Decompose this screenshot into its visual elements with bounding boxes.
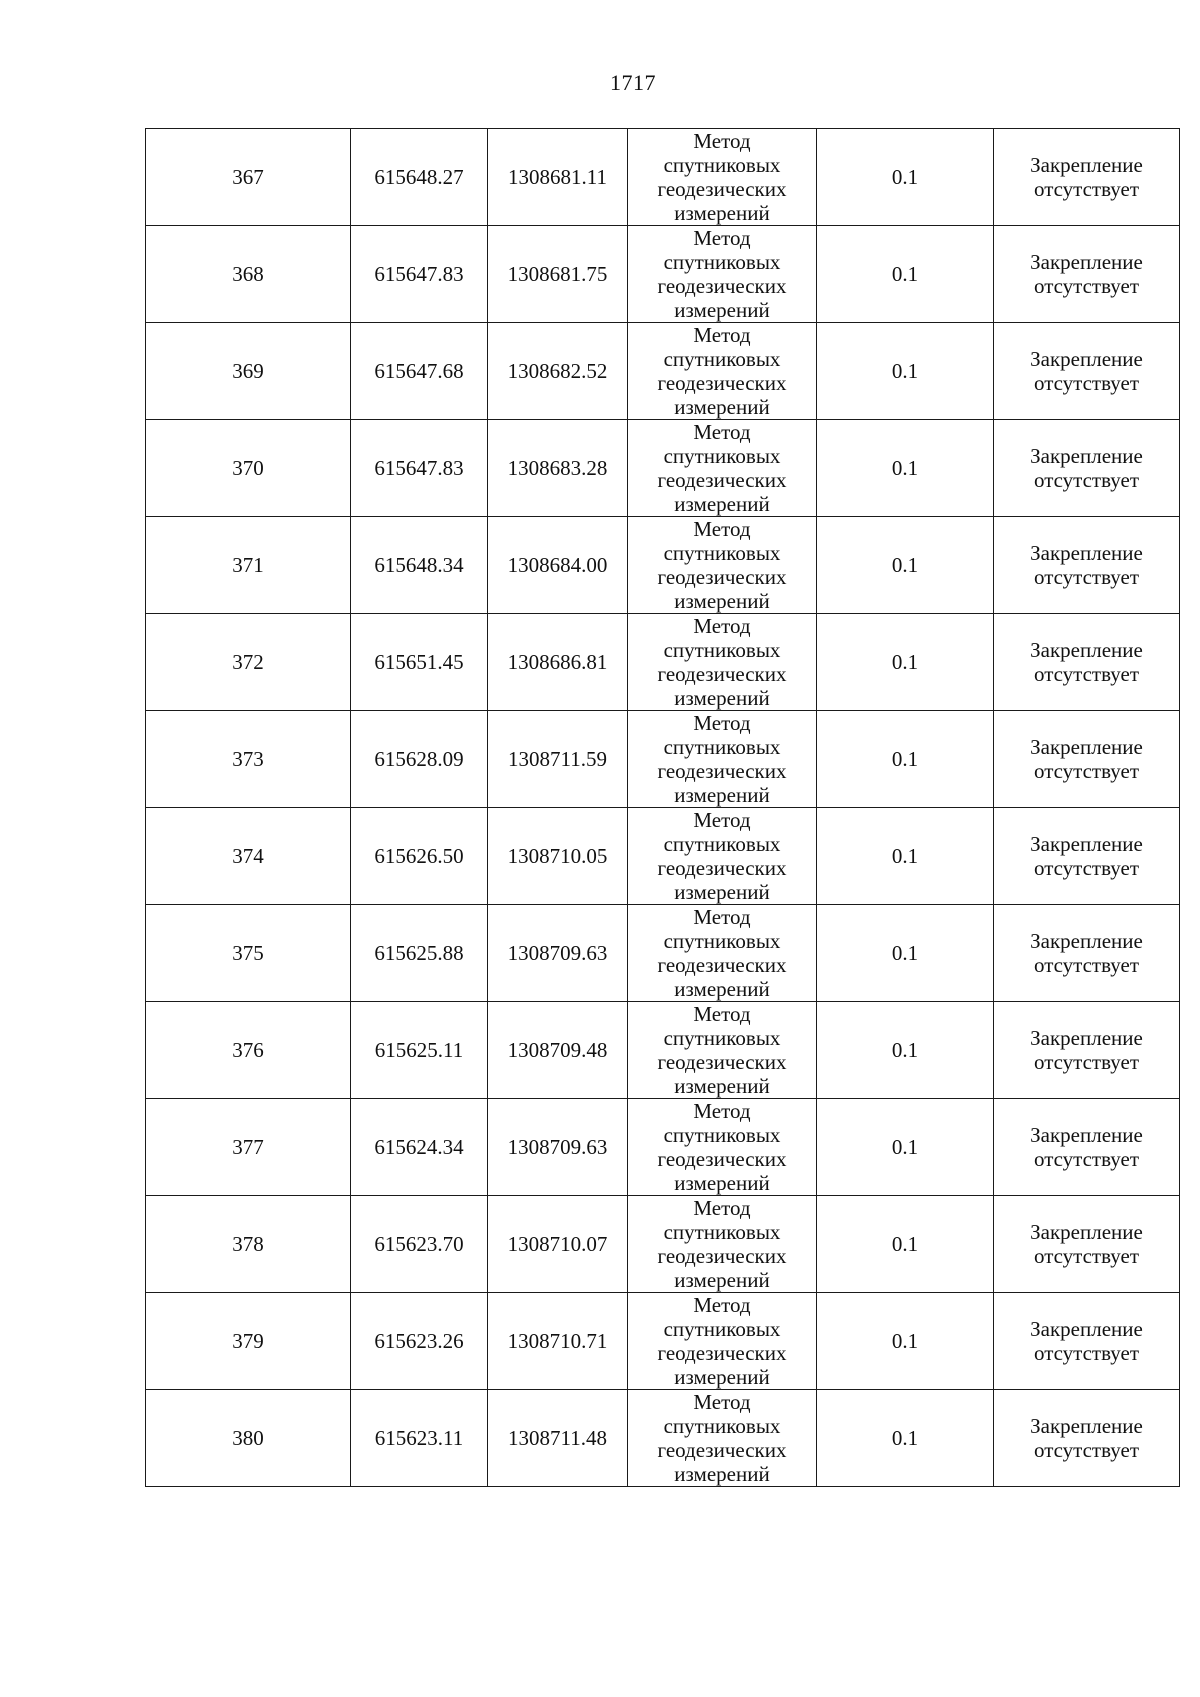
method-line: геодезических	[657, 662, 787, 686]
y-coordinate-cell	[488, 1293, 628, 1390]
x-coordinate: 615625.11	[374, 1038, 464, 1062]
accuracy-value: 0.1	[891, 456, 919, 480]
point-number-cell	[146, 1390, 351, 1487]
method-line: Метод	[693, 1390, 751, 1414]
accuracy-cell	[817, 129, 994, 226]
fixing-line: Закрепление	[1030, 638, 1143, 662]
point-number: 369	[232, 359, 264, 383]
accuracy-cell	[817, 1099, 994, 1196]
method-line: Метод	[693, 129, 751, 153]
accuracy-value: 0.1	[891, 1038, 919, 1062]
method-line: Метод	[693, 1099, 751, 1123]
accuracy-value: 0.1	[891, 747, 919, 771]
method-cell	[628, 1002, 817, 1099]
fixing-line: Закрепление	[1030, 1317, 1143, 1341]
y-coordinate-cell	[488, 129, 628, 226]
method-line: геодезических	[657, 1050, 787, 1074]
point-number: 372	[232, 650, 264, 674]
fixing-line: Закрепление	[1030, 1414, 1143, 1438]
method-line: Метод	[693, 711, 751, 735]
table-row	[146, 517, 1180, 614]
fixing-cell	[994, 1293, 1180, 1390]
accuracy-cell	[817, 711, 994, 808]
method-line: геодезических	[657, 1147, 787, 1171]
method-line: спутниковых	[663, 1317, 781, 1341]
y-coordinate-cell	[488, 323, 628, 420]
table-row	[146, 1390, 1180, 1487]
accuracy-value: 0.1	[891, 844, 919, 868]
accuracy-value: 0.1	[891, 262, 919, 286]
fixing-line: отсутствует	[1033, 177, 1140, 201]
x-coordinate: 615647.83	[374, 262, 464, 286]
method-line: измерений	[674, 977, 770, 1001]
fixing-line: Закрепление	[1030, 735, 1143, 759]
method-line: Метод	[693, 420, 751, 444]
method-line: спутниковых	[663, 444, 781, 468]
method-line: Метод	[693, 808, 751, 832]
x-coordinate: 615623.70	[374, 1232, 464, 1256]
point-number-cell	[146, 129, 351, 226]
y-coordinate: 1308683.28	[507, 456, 608, 480]
y-coordinate: 1308709.63	[507, 941, 608, 965]
accuracy-value: 0.1	[891, 650, 919, 674]
method-line: измерений	[674, 880, 770, 904]
table-row	[146, 129, 1180, 226]
method-line: спутниковых	[663, 1220, 781, 1244]
y-coordinate-cell	[488, 1390, 628, 1487]
method-line: измерений	[674, 201, 770, 225]
method-line: измерений	[674, 589, 770, 613]
method-line: измерений	[674, 395, 770, 419]
fixing-line: отсутствует	[1033, 565, 1140, 589]
y-coordinate-cell	[488, 905, 628, 1002]
accuracy-value: 0.1	[891, 941, 919, 965]
y-coordinate-cell	[488, 420, 628, 517]
method-line: измерений	[674, 1365, 770, 1389]
y-coordinate-cell	[488, 1099, 628, 1196]
point-number: 370	[232, 456, 264, 480]
fixing-line: отсутствует	[1033, 856, 1140, 880]
table-row	[146, 905, 1180, 1002]
fixing-cell	[994, 808, 1180, 905]
table-row	[146, 614, 1180, 711]
method-line: измерений	[674, 1074, 770, 1098]
point-number: 373	[232, 747, 264, 771]
fixing-line: отсутствует	[1033, 1147, 1140, 1171]
method-line: геодезических	[657, 1244, 787, 1268]
point-number-cell	[146, 323, 351, 420]
table-row	[146, 226, 1180, 323]
method-line: Метод	[693, 1196, 751, 1220]
point-number: 376	[232, 1038, 264, 1062]
x-coordinate: 615628.09	[374, 747, 464, 771]
method-cell	[628, 323, 817, 420]
x-coordinate-cell	[351, 517, 488, 614]
method-line: геодезических	[657, 468, 787, 492]
method-line: геодезических	[657, 274, 787, 298]
method-line: геодезических	[657, 371, 787, 395]
point-number: 377	[232, 1135, 264, 1159]
x-coordinate-cell	[351, 1293, 488, 1390]
point-number-cell	[146, 808, 351, 905]
x-coordinate-cell	[351, 129, 488, 226]
x-coordinate: 615623.11	[374, 1426, 464, 1450]
point-number: 367	[232, 165, 264, 189]
x-coordinate: 615651.45	[374, 650, 464, 674]
method-line: геодезических	[657, 177, 787, 201]
fixing-cell	[994, 323, 1180, 420]
method-line: спутниковых	[663, 638, 781, 662]
x-coordinate-cell	[351, 614, 488, 711]
y-coordinate: 1308711.59	[508, 747, 607, 771]
fixing-cell	[994, 420, 1180, 517]
method-line: геодезических	[657, 953, 787, 977]
fixing-line: Закрепление	[1030, 1220, 1143, 1244]
method-cell	[628, 905, 817, 1002]
fixing-cell	[994, 711, 1180, 808]
accuracy-cell	[817, 905, 994, 1002]
point-number: 378	[232, 1232, 264, 1256]
accuracy-cell	[817, 1196, 994, 1293]
x-coordinate-cell	[351, 323, 488, 420]
method-line: спутниковых	[663, 541, 781, 565]
fixing-cell	[994, 517, 1180, 614]
x-coordinate-cell	[351, 711, 488, 808]
y-coordinate-cell	[488, 1002, 628, 1099]
y-coordinate: 1308709.48	[507, 1038, 608, 1062]
x-coordinate-cell	[351, 226, 488, 323]
accuracy-value: 0.1	[891, 1232, 919, 1256]
fixing-line: Закрепление	[1030, 153, 1143, 177]
fixing-line: Закрепление	[1030, 1123, 1143, 1147]
table-body	[146, 129, 1180, 1487]
method-line: геодезических	[657, 1341, 787, 1365]
fixing-line: отсутствует	[1033, 1341, 1140, 1365]
point-number-cell	[146, 517, 351, 614]
y-coordinate: 1308686.81	[507, 650, 608, 674]
table-row	[146, 711, 1180, 808]
accuracy-cell	[817, 808, 994, 905]
fixing-line: Закрепление	[1030, 347, 1143, 371]
method-cell	[628, 808, 817, 905]
fixing-line: Закрепление	[1030, 832, 1143, 856]
method-cell	[628, 614, 817, 711]
method-line: Метод	[693, 614, 751, 638]
method-line: спутниковых	[663, 347, 781, 371]
method-line: Метод	[693, 1002, 751, 1026]
method-cell	[628, 1099, 817, 1196]
method-cell	[628, 1390, 817, 1487]
accuracy-value: 0.1	[891, 1135, 919, 1159]
method-line: измерений	[674, 492, 770, 516]
y-coordinate-cell	[488, 711, 628, 808]
y-coordinate: 1308710.05	[507, 844, 608, 868]
method-line: спутниковых	[663, 929, 781, 953]
fixing-line: отсутствует	[1033, 371, 1140, 395]
y-coordinate: 1308711.48	[508, 1426, 607, 1450]
accuracy-cell	[817, 226, 994, 323]
y-coordinate: 1308681.11	[508, 165, 607, 189]
point-number: 371	[232, 553, 264, 577]
table-row	[146, 808, 1180, 905]
method-line: геодезических	[657, 1438, 787, 1462]
method-line: измерений	[674, 686, 770, 710]
point-number-cell	[146, 226, 351, 323]
y-coordinate-cell	[488, 614, 628, 711]
method-line: спутниковых	[663, 153, 781, 177]
table-row	[146, 1099, 1180, 1196]
x-coordinate-cell	[351, 808, 488, 905]
accuracy-value: 0.1	[891, 553, 919, 577]
fixing-line: отсутствует	[1033, 759, 1140, 783]
method-line: спутниковых	[663, 735, 781, 759]
method-line: спутниковых	[663, 1026, 781, 1050]
fixing-cell	[994, 1196, 1180, 1293]
accuracy-value: 0.1	[891, 165, 919, 189]
method-line: геодезических	[657, 759, 787, 783]
fixing-line: Закрепление	[1030, 250, 1143, 274]
y-coordinate-cell	[488, 808, 628, 905]
y-coordinate: 1308682.52	[507, 359, 608, 383]
x-coordinate-cell	[351, 1002, 488, 1099]
fixing-cell	[994, 1099, 1180, 1196]
y-coordinate: 1308710.71	[507, 1329, 608, 1353]
y-coordinate-cell	[488, 1196, 628, 1293]
method-cell	[628, 517, 817, 614]
fixing-cell	[994, 129, 1180, 226]
accuracy-cell	[817, 1002, 994, 1099]
accuracy-cell	[817, 1390, 994, 1487]
point-number-cell	[146, 1293, 351, 1390]
method-line: геодезических	[657, 565, 787, 589]
method-line: спутниковых	[663, 832, 781, 856]
y-coordinate-cell	[488, 226, 628, 323]
method-line: Метод	[693, 905, 751, 929]
point-number-cell	[146, 420, 351, 517]
point-number-cell	[146, 1196, 351, 1293]
accuracy-value: 0.1	[891, 359, 919, 383]
method-line: измерений	[674, 1171, 770, 1195]
fixing-line: отсутствует	[1033, 468, 1140, 492]
x-coordinate-cell	[351, 1390, 488, 1487]
table-row	[146, 323, 1180, 420]
fixing-line: отсутствует	[1033, 953, 1140, 977]
method-line: Метод	[693, 1293, 751, 1317]
table-row	[146, 1002, 1180, 1099]
fixing-cell	[994, 1002, 1180, 1099]
method-line: Метод	[693, 323, 751, 347]
accuracy-cell	[817, 614, 994, 711]
method-cell	[628, 1196, 817, 1293]
fixing-cell	[994, 614, 1180, 711]
x-coordinate: 615626.50	[374, 844, 464, 868]
page-number: 1717	[610, 70, 656, 95]
method-line: спутниковых	[663, 1123, 781, 1147]
coordinates-table	[145, 128, 1180, 1487]
point-number: 375	[232, 941, 264, 965]
table-row	[146, 1293, 1180, 1390]
method-cell	[628, 420, 817, 517]
accuracy-value: 0.1	[891, 1329, 919, 1353]
method-cell	[628, 1293, 817, 1390]
accuracy-cell	[817, 1293, 994, 1390]
fixing-line: отсутствует	[1033, 274, 1140, 298]
fixing-line: Закрепление	[1030, 444, 1143, 468]
x-coordinate-cell	[351, 1196, 488, 1293]
table-row	[146, 1196, 1180, 1293]
x-coordinate-cell	[351, 1099, 488, 1196]
fixing-line: Закрепление	[1030, 929, 1143, 953]
fixing-cell	[994, 905, 1180, 1002]
fixing-line: отсутствует	[1033, 1244, 1140, 1268]
method-line: измерений	[674, 1268, 770, 1292]
point-number-cell	[146, 614, 351, 711]
fixing-line: отсутствует	[1033, 662, 1140, 686]
accuracy-cell	[817, 517, 994, 614]
fixing-cell	[994, 1390, 1180, 1487]
accuracy-value: 0.1	[891, 1426, 919, 1450]
method-line: Метод	[693, 226, 751, 250]
point-number: 368	[232, 262, 264, 286]
y-coordinate: 1308710.07	[507, 1232, 608, 1256]
x-coordinate: 615624.34	[374, 1135, 464, 1159]
accuracy-cell	[817, 323, 994, 420]
method-line: спутниковых	[663, 250, 781, 274]
x-coordinate: 615648.27	[374, 165, 464, 189]
fixing-line: Закрепление	[1030, 1026, 1143, 1050]
method-line: измерений	[674, 298, 770, 322]
x-coordinate: 615647.83	[374, 456, 464, 480]
method-cell	[628, 129, 817, 226]
fixing-line: отсутствует	[1033, 1438, 1140, 1462]
point-number-cell	[146, 1099, 351, 1196]
point-number-cell	[146, 711, 351, 808]
y-coordinate: 1308681.75	[507, 262, 608, 286]
point-number: 380	[232, 1426, 264, 1450]
x-coordinate: 615648.34	[374, 553, 464, 577]
point-number-cell	[146, 1002, 351, 1099]
x-coordinate: 615647.68	[374, 359, 464, 383]
method-line: измерений	[674, 1462, 770, 1486]
point-number-cell	[146, 905, 351, 1002]
point-number: 379	[232, 1329, 264, 1353]
method-line: спутниковых	[663, 1414, 781, 1438]
x-coordinate: 615623.26	[374, 1329, 464, 1353]
y-coordinate: 1308709.63	[507, 1135, 608, 1159]
x-coordinate-cell	[351, 420, 488, 517]
fixing-cell	[994, 226, 1180, 323]
method-line: геодезических	[657, 856, 787, 880]
y-coordinate: 1308684.00	[507, 553, 608, 577]
y-coordinate-cell	[488, 517, 628, 614]
fixing-line: отсутствует	[1033, 1050, 1140, 1074]
fixing-line: Закрепление	[1030, 541, 1143, 565]
method-cell	[628, 226, 817, 323]
point-number: 374	[232, 844, 264, 868]
accuracy-cell	[817, 420, 994, 517]
method-line: Метод	[693, 517, 751, 541]
table-row	[146, 420, 1180, 517]
method-line: измерений	[674, 783, 770, 807]
method-cell	[628, 711, 817, 808]
x-coordinate: 615625.88	[374, 941, 464, 965]
x-coordinate-cell	[351, 905, 488, 1002]
